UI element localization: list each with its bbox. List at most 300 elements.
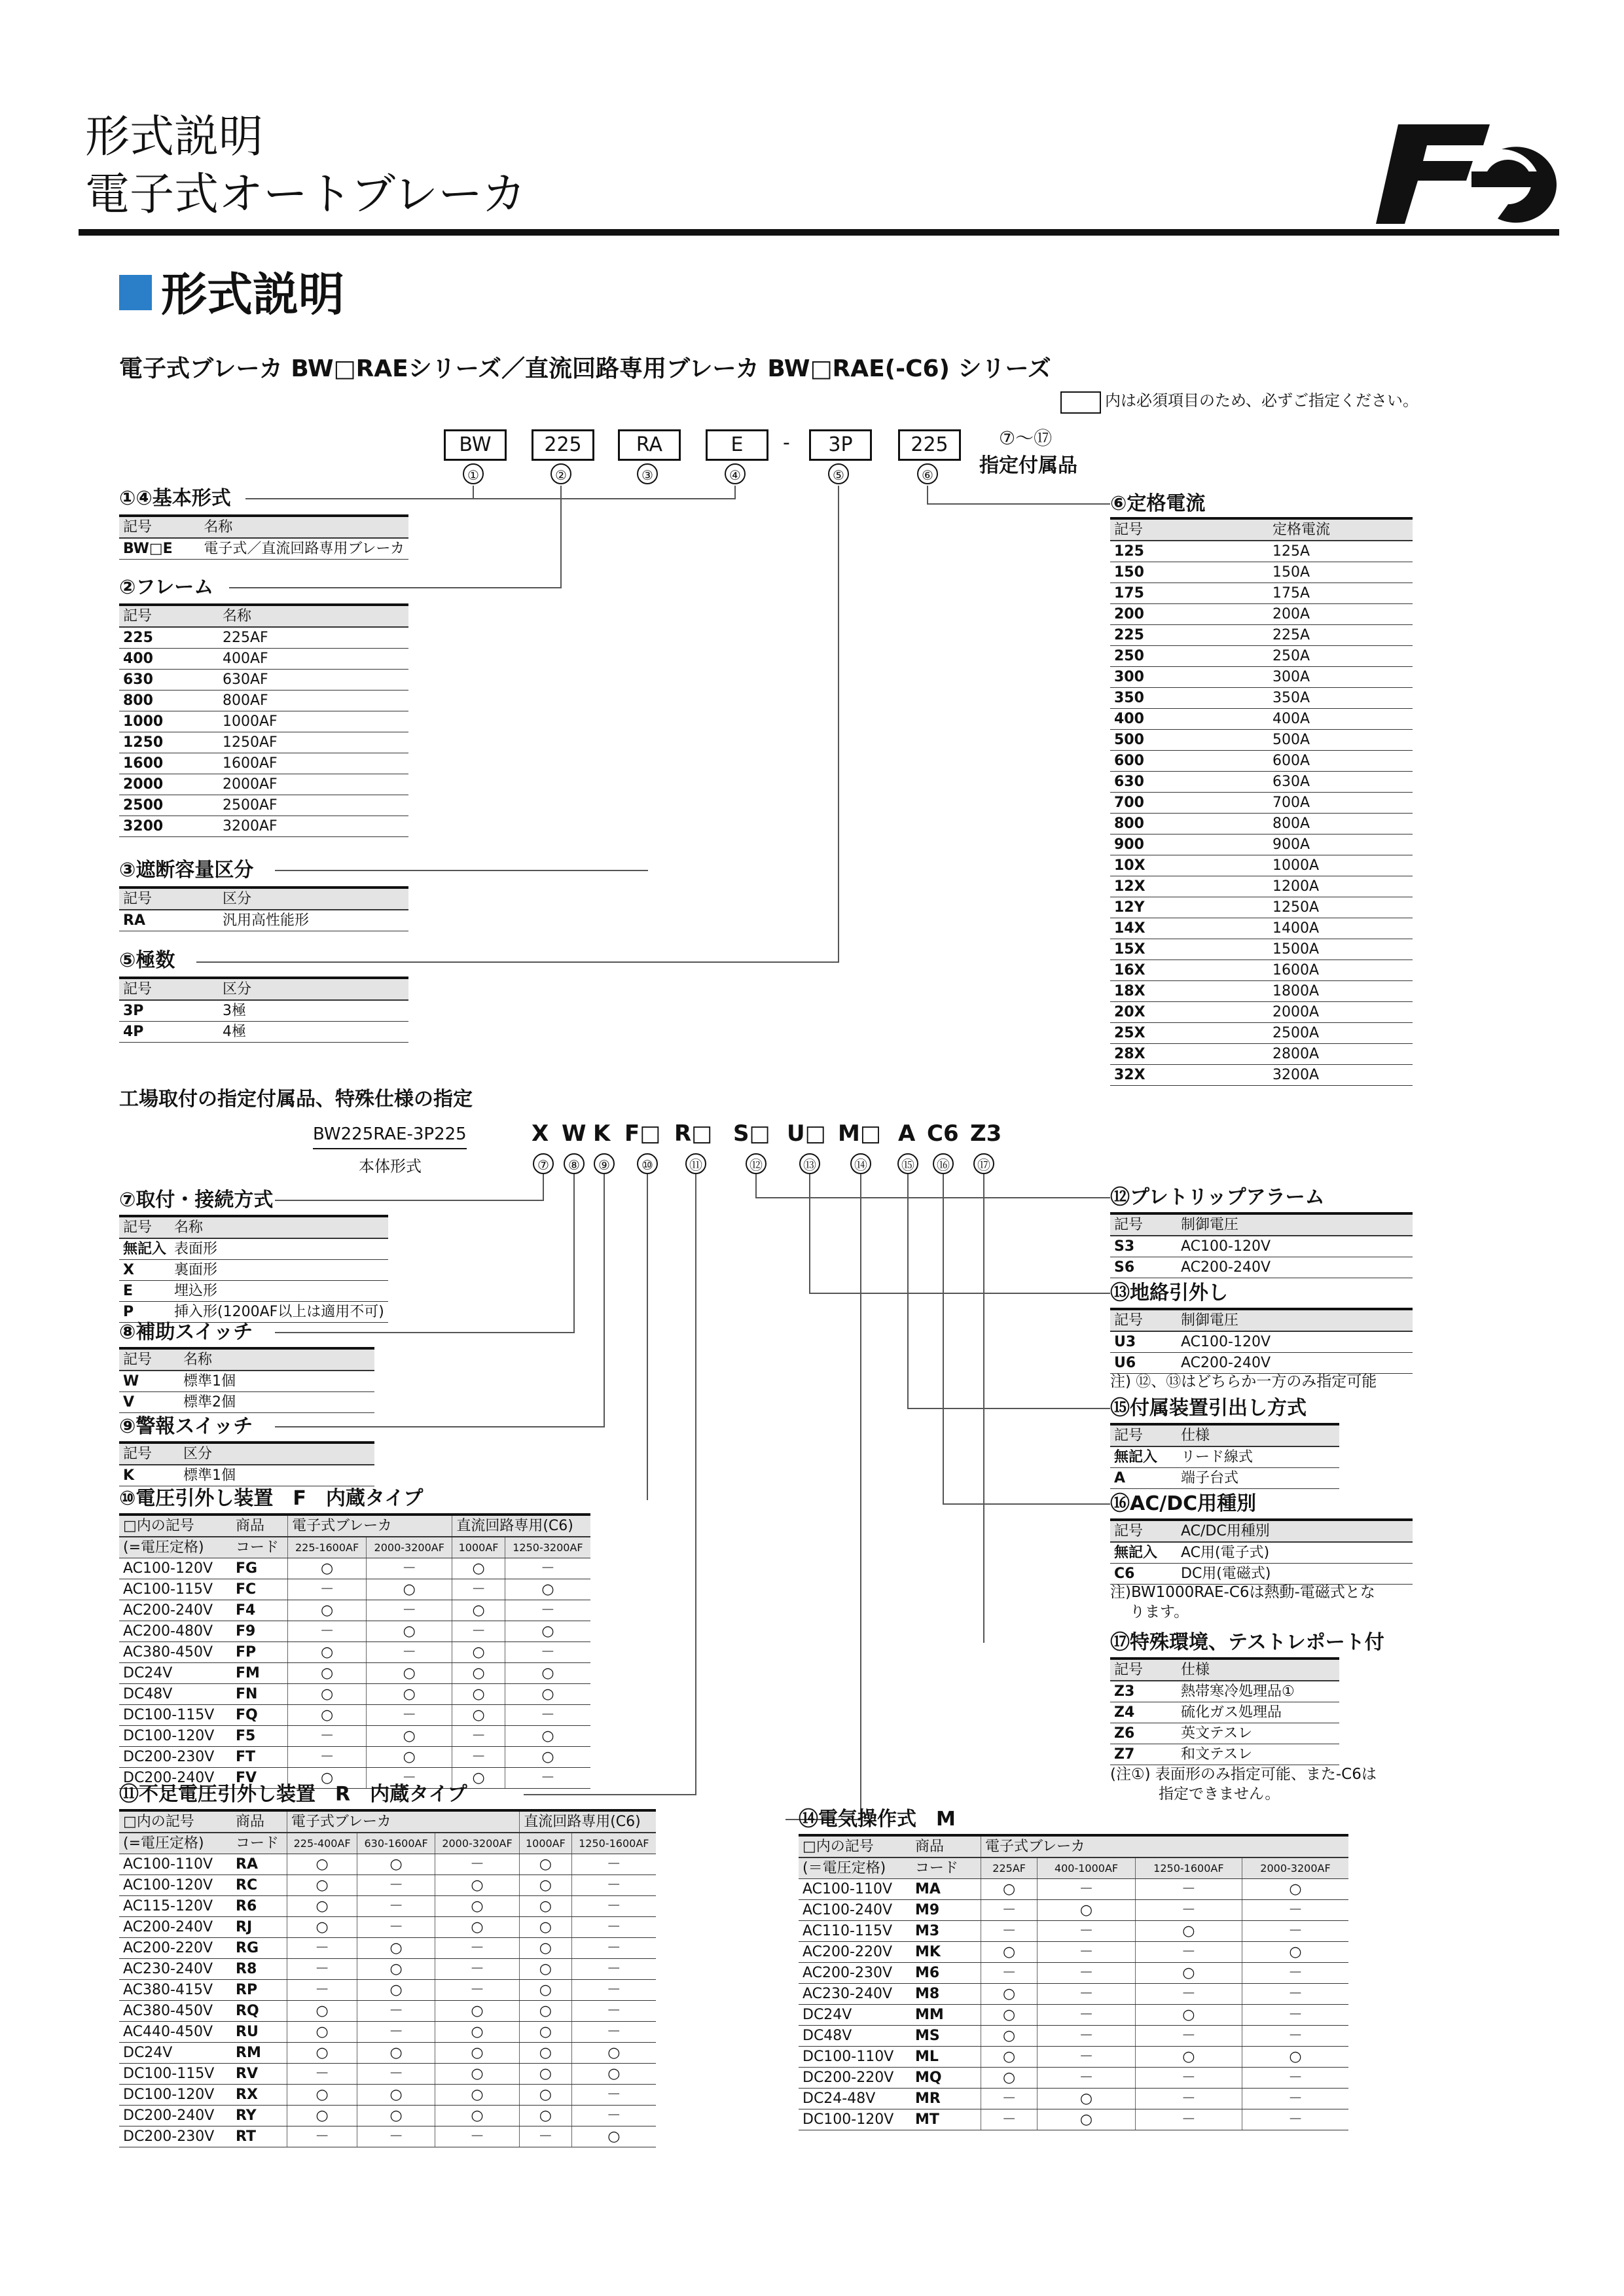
row-value: － <box>505 1705 590 1726</box>
table-row <box>1110 1542 1413 1564</box>
opt-code-m: M□ <box>838 1121 881 1147</box>
alarm-switch-table: 記号 区分 K 標準1個 <box>119 1441 374 1486</box>
row-value: ○ <box>505 1726 590 1747</box>
row-value: 700A <box>1269 793 1413 814</box>
pretrip-table: 記号 制御電圧 S3 AC100-120V S6 AC200-240V <box>1110 1212 1413 1278</box>
row-label: DC48V <box>119 1684 232 1705</box>
pretrip-title: ⑫プレトリップアラーム <box>1110 1186 1325 1209</box>
row-value: － <box>452 1726 505 1747</box>
row-label: 1250 <box>119 732 219 753</box>
row-value: 225A <box>1269 625 1413 646</box>
row-value: ○ <box>357 2106 435 2126</box>
row-label: Z6 <box>1110 1723 1177 1744</box>
row-label: 800 <box>1110 814 1269 834</box>
row-label: Z7 <box>1110 1744 1177 1765</box>
ground-fault-title: ⑬地絡引外し <box>1110 1282 1228 1304</box>
rated-current-table: 記号 定格電流 125 125A 150 150A 175 175A 200 200A 225 225A 250 250A 300 300A 350 350A 400 400A 500 500A 600 600A 630 630A 700 700A 800 800A 900 900A 10X 1000A 12X 1200A 12Y 1250A 14X 1400A 15X 1500A 16X 1600A 18X 1800A 20X 2000A 25X 2500A 28X 2800A 32X 3200A <box>1110 517 1413 1086</box>
row-code: RQ <box>232 2001 287 2022</box>
frame-title: ②フレーム <box>119 576 214 599</box>
table-row <box>1110 960 1413 981</box>
opt-code-z3: Z3 <box>970 1121 1002 1147</box>
row-label: 700 <box>1110 793 1269 814</box>
row-code: FC <box>232 1579 288 1600</box>
row-label: 500 <box>1110 730 1269 751</box>
mounting-table: 記号 名称 無記入 表面形 X 裏面形 E 埋込形 P 挿入形(1200AF以上は適用不可) <box>119 1215 388 1323</box>
row-value: ○ <box>287 1896 357 1917</box>
row-value: － <box>1135 2026 1242 2047</box>
row-value: － <box>571 2001 656 2022</box>
row-label: AC100-115V <box>119 1579 232 1600</box>
row-label: 300 <box>1110 667 1269 688</box>
row-value: ○ <box>1135 1921 1242 1942</box>
code-box-rated: 225 <box>898 429 961 461</box>
body-model: BW225RAE-3P225 <box>313 1123 467 1149</box>
row-value: 熱帯寒冷処理品① <box>1177 1681 1339 1702</box>
row-value: － <box>1135 1942 1242 1963</box>
row-code: MM <box>911 2005 981 2026</box>
row-value: 2000AF <box>219 774 408 795</box>
row-label: DC200-230V <box>119 1747 232 1768</box>
row-value: ○ <box>520 2043 571 2064</box>
row-label: 2000 <box>119 774 219 795</box>
row-value: 標準1個 <box>179 1465 374 1486</box>
row-label: 28X <box>1110 1044 1269 1065</box>
row-label: 125 <box>1110 541 1269 562</box>
table-row <box>1110 541 1413 562</box>
row-value: 1250AF <box>219 732 408 753</box>
num-1: ① <box>463 463 484 484</box>
table-row <box>119 1000 408 1022</box>
table-row <box>1110 1331 1413 1353</box>
row-value: 1800A <box>1269 981 1413 1002</box>
row-value: ○ <box>981 1942 1037 1963</box>
row-code: F9 <box>232 1621 288 1642</box>
row-value: － <box>287 1938 357 1959</box>
row-value: 1600A <box>1269 960 1413 981</box>
row-value: ○ <box>505 1663 590 1684</box>
row-value: 和文テスレ <box>1177 1744 1339 1765</box>
row-value: ○ <box>1135 1963 1242 1984</box>
row-value: － <box>571 1875 656 1896</box>
required-note: 内は必須項目のため、必ずご指定ください。 <box>1105 391 1419 410</box>
row-value: ○ <box>1038 1900 1135 1921</box>
row-code: RA <box>232 1854 287 1875</box>
basic-type-table <box>119 514 408 560</box>
row-value: － <box>981 1921 1037 1942</box>
row-label: AC200-240V <box>119 1917 232 1938</box>
row-value: 汎用高性能形 <box>219 910 408 931</box>
row-value: ○ <box>452 1705 505 1726</box>
special-env-note-1: (注①) 表面形のみ指定可能、また-C6は <box>1110 1766 1377 1783</box>
row-value: ○ <box>367 1621 452 1642</box>
row-value: － <box>1038 1879 1135 1900</box>
row-value: － <box>435 1854 519 1875</box>
table-row <box>1110 1002 1413 1023</box>
row-value: ○ <box>571 2043 656 2064</box>
table-row <box>119 1875 656 1896</box>
row-value: ○ <box>981 1879 1037 1900</box>
row-value: ○ <box>435 2043 519 2064</box>
row-value: － <box>571 1896 656 1917</box>
table-row <box>1110 1257 1413 1278</box>
table-row <box>1110 730 1413 751</box>
row-label: 15X <box>1110 939 1269 960</box>
row-value: － <box>571 2022 656 2043</box>
row-value: ○ <box>435 1917 519 1938</box>
row-label: AC380-450V <box>119 1642 232 1663</box>
table-row <box>119 1371 374 1392</box>
row-label: 2500 <box>119 795 219 816</box>
row-label: 3200 <box>119 816 219 837</box>
row-value: － <box>1038 2068 1135 2089</box>
row-label: 無記入 <box>1110 1542 1177 1564</box>
row-label: AC200-240V <box>119 1600 232 1621</box>
row-value: － <box>1242 1921 1348 1942</box>
table-row <box>119 1705 590 1726</box>
table-row <box>119 1980 656 2001</box>
row-value: ○ <box>357 2085 435 2106</box>
table-row <box>119 753 408 774</box>
special-env-note-2: 指定できません。 <box>1159 1785 1280 1803</box>
row-label: U6 <box>1110 1353 1177 1374</box>
special-env-table: 記号 仕様 Z3 熱帯寒冷処理品① Z4 硫化ガス処理品 Z6 英文テスレ Z7 和文テスレ <box>1110 1657 1339 1765</box>
opt-code-a: A <box>898 1121 916 1147</box>
table-row <box>119 910 408 931</box>
row-value: ○ <box>520 1959 571 1980</box>
row-code: MS <box>911 2026 981 2047</box>
row-value: 175A <box>1269 583 1413 604</box>
body-model-label: 本体形式 <box>359 1157 422 1175</box>
row-value: ○ <box>520 2106 571 2126</box>
table-row <box>799 2089 1348 2109</box>
table-row <box>119 2001 656 2022</box>
row-value: － <box>367 1642 452 1663</box>
row-value: 裏面形 <box>170 1260 388 1281</box>
table-row: BW□E 電子式／直流回路専用ブレーカ <box>119 538 408 560</box>
num-4: ④ <box>725 463 746 484</box>
row-code: FP <box>232 1642 288 1663</box>
row-value: ○ <box>288 1684 367 1705</box>
row-label: DC48V <box>799 2026 911 2047</box>
row-value: － <box>1135 1900 1242 1921</box>
lead-method-table: 記号 仕様 無記入 リード線式 A 端子台式 <box>1110 1423 1339 1489</box>
row-label: S6 <box>1110 1257 1177 1278</box>
table-row <box>119 1642 590 1663</box>
col-name: 名称 <box>200 516 408 538</box>
table-row <box>1110 751 1413 772</box>
table-row <box>119 774 408 795</box>
row-value: ○ <box>1242 1942 1348 1963</box>
mounting-title: ⑦取付・接続方式 <box>119 1189 274 1211</box>
row-value: 800A <box>1269 814 1413 834</box>
row-value: － <box>571 1938 656 1959</box>
num-5: ⑤ <box>828 463 849 484</box>
row-value: 2500AF <box>219 795 408 816</box>
row-label: 14X <box>1110 918 1269 939</box>
row-value: － <box>435 1938 519 1959</box>
row-value: ○ <box>520 2022 571 2043</box>
row-code: FM <box>232 1663 288 1684</box>
row-value: AC200-240V <box>1177 1353 1413 1374</box>
row-value: － <box>1038 1984 1135 2005</box>
row-value: － <box>571 1854 656 1875</box>
opt-code-w: W <box>562 1121 586 1147</box>
row-value: － <box>287 1980 357 2001</box>
row-value: 500A <box>1269 730 1413 751</box>
poles-table: 記号 区分 3P 3極 4P 4極 <box>119 977 408 1043</box>
row-code: RC <box>232 1875 287 1896</box>
num-2: ② <box>550 463 571 484</box>
row-value: ○ <box>571 2064 656 2085</box>
row-value: ○ <box>520 2085 571 2106</box>
row-value: ○ <box>1038 2089 1135 2109</box>
table-row <box>799 2109 1348 2130</box>
table-row <box>119 1959 656 1980</box>
row-label: AC200-220V <box>799 1942 911 1963</box>
row-value: ○ <box>981 1984 1037 2005</box>
table-row <box>119 1260 388 1281</box>
row-value: ○ <box>520 1875 571 1896</box>
table-row <box>1110 1681 1339 1702</box>
undervoltage-title: ⑪不足電圧引外し装置 R 内蔵タイプ <box>119 1783 467 1806</box>
row-value: リード線式 <box>1177 1446 1339 1468</box>
table-row <box>119 2022 656 2043</box>
table-row <box>119 649 408 670</box>
row-value: ○ <box>367 1726 452 1747</box>
row-code: M3 <box>911 1921 981 1942</box>
row-value: ○ <box>287 2106 357 2126</box>
row-value: ○ <box>452 1558 505 1579</box>
row-code: MQ <box>911 2068 981 2089</box>
row-label: AC380-450V <box>119 2001 232 2022</box>
row-label: DC24-48V <box>799 2089 911 2109</box>
code-box-frame: 225 <box>532 429 594 461</box>
table-row <box>1110 688 1413 709</box>
row-value: 300A <box>1269 667 1413 688</box>
row-code: F4 <box>232 1600 288 1621</box>
row-value: － <box>1242 2005 1348 2026</box>
row-code: RM <box>232 2043 287 2064</box>
table-row <box>119 711 408 732</box>
row-label: DC24V <box>119 2043 232 2064</box>
factory-title: 工場取付の指定付属品、特殊仕様の指定 <box>119 1088 473 1111</box>
row-value: 1400A <box>1269 918 1413 939</box>
row-value: DC用(電磁式) <box>1177 1564 1413 1585</box>
opt-code-k: K <box>593 1121 611 1147</box>
table-row <box>119 2106 656 2126</box>
row-label: 225 <box>119 627 219 649</box>
table-row <box>1110 709 1413 730</box>
row-label: K <box>119 1465 179 1486</box>
table-row <box>799 1963 1348 1984</box>
row-label: E <box>119 1281 170 1302</box>
opt-code-x: X <box>532 1121 549 1147</box>
row-value: 2500A <box>1269 1023 1413 1044</box>
row-value: － <box>1242 1900 1348 1921</box>
table-row <box>119 1684 590 1705</box>
table-row <box>119 816 408 837</box>
row-label: AC100-110V <box>799 1879 911 1900</box>
row-value: － <box>1242 2026 1348 2047</box>
table-row <box>799 1921 1348 1942</box>
row-value: 400A <box>1269 709 1413 730</box>
row-label: 10X <box>1110 855 1269 876</box>
row-value: － <box>1135 2068 1242 2089</box>
row-code: RV <box>232 2064 287 2085</box>
row-label: AC100-120V <box>119 1558 232 1579</box>
table-row <box>119 732 408 753</box>
row-value: － <box>1135 1984 1242 2005</box>
row-value: ○ <box>435 2064 519 2085</box>
doc-title-line1: 形式説明 <box>85 111 264 163</box>
row-value: ○ <box>505 1579 590 1600</box>
row-value: AC200-240V <box>1177 1257 1413 1278</box>
num-3: ③ <box>637 463 658 484</box>
row-label: 600 <box>1110 751 1269 772</box>
row-label: U3 <box>1110 1331 1177 1353</box>
row-value: － <box>435 1980 519 2001</box>
table-row <box>1110 1723 1339 1744</box>
row-value: － <box>1242 1984 1348 2005</box>
row-value: 英文テスレ <box>1177 1723 1339 1744</box>
row-value: － <box>288 1621 367 1642</box>
row-label: AC100-240V <box>799 1900 911 1921</box>
opt-num-11: ⑪ <box>685 1153 706 1174</box>
row-value: － <box>287 1959 357 1980</box>
row-value: ○ <box>1038 2109 1135 2130</box>
shunt-trip-title: ⑩電圧引外し装置 F 内蔵タイプ <box>119 1487 424 1510</box>
row-value: 3200AF <box>219 816 408 837</box>
row-value: － <box>1242 2089 1348 2109</box>
row-code: R6 <box>232 1896 287 1917</box>
row-value: 硫化ガス処理品 <box>1177 1702 1339 1723</box>
row-value: － <box>367 1600 452 1621</box>
section-title: 形式説明 <box>161 268 344 321</box>
table-row <box>1110 604 1413 625</box>
row-code: RT <box>232 2126 287 2147</box>
row-label: AC115-120V <box>119 1896 232 1917</box>
row-label: DC24V <box>799 2005 911 2026</box>
row-value: 2800A <box>1269 1044 1413 1065</box>
table-row <box>119 670 408 691</box>
row-value: － <box>452 1747 505 1768</box>
table-row <box>1110 562 1413 583</box>
row-value: ○ <box>287 1854 357 1875</box>
row-value: ○ <box>520 1917 571 1938</box>
row-value: AC100-120V <box>1177 1331 1413 1353</box>
rated-current-title: ⑥定格電流 <box>1110 492 1206 515</box>
row-value: － <box>357 2001 435 2022</box>
opt-num-12: ⑫ <box>746 1153 767 1174</box>
row-code: FN <box>232 1684 288 1705</box>
row-value: 630AF <box>219 670 408 691</box>
table-row <box>799 1984 1348 2005</box>
table-row <box>1110 1564 1413 1585</box>
row-value: － <box>981 1900 1037 1921</box>
opt-num-13: ⑬ <box>799 1153 820 1174</box>
table-row <box>119 1238 388 1260</box>
series-subtitle: 電子式ブレーカ BW□RAEシリーズ／直流回路専用ブレーカ BW□RAE(-C6) シリーズ <box>119 355 1051 382</box>
table-row <box>1110 1468 1339 1489</box>
row-value: ○ <box>452 1684 505 1705</box>
table-row <box>119 1621 590 1642</box>
row-value: － <box>981 2089 1037 2109</box>
acdc-title: ⑯AC/DC用種別 <box>1110 1492 1257 1515</box>
row-value: ○ <box>435 1875 519 1896</box>
table-row <box>119 1022 408 1043</box>
row-value: 埋込形 <box>170 1281 388 1302</box>
row-value: － <box>981 2109 1037 2130</box>
table-row <box>119 1726 590 1747</box>
row-value: 1600AF <box>219 753 408 774</box>
row-value: ○ <box>435 2106 519 2126</box>
table-row <box>119 1465 374 1486</box>
table-row <box>799 2005 1348 2026</box>
poles-title: ⑤極数 <box>119 949 175 972</box>
row-value: ○ <box>520 1980 571 2001</box>
table-row <box>119 2085 656 2106</box>
table-row <box>799 2026 1348 2047</box>
row-value: － <box>357 2064 435 2085</box>
row-label: W <box>119 1371 179 1392</box>
opt-code-s: S□ <box>733 1121 770 1147</box>
acdc-note-2: ります。 <box>1130 1604 1189 1621</box>
row-label: A <box>1110 1468 1177 1489</box>
aux-switch-title: ⑧補助スイッチ <box>119 1321 253 1344</box>
row-value: － <box>520 2126 571 2147</box>
row-code: M6 <box>911 1963 981 1984</box>
row-value: － <box>367 1705 452 1726</box>
row-label: 25X <box>1110 1023 1269 1044</box>
row-value: ○ <box>520 2001 571 2022</box>
table-row <box>799 2047 1348 2068</box>
row-value: － <box>571 2106 656 2126</box>
table-row <box>1110 1023 1413 1044</box>
row-value: － <box>287 2126 357 2147</box>
acdc-table: 記号 AC/DC用種別 無記入 AC用(電子式) C6 DC用(電磁式) <box>1110 1518 1413 1585</box>
row-label: 1000 <box>119 711 219 732</box>
row-label: DC100-110V <box>799 2047 911 2068</box>
table-row <box>119 795 408 816</box>
table-row <box>1110 939 1413 960</box>
row-code: FG <box>232 1558 288 1579</box>
row-label: P <box>119 1302 170 1323</box>
row-value: ○ <box>505 1621 590 1642</box>
row-label: 32X <box>1110 1065 1269 1086</box>
table-row <box>1110 1353 1413 1374</box>
row-code: RU <box>232 2022 287 2043</box>
row-code: RJ <box>232 1917 287 1938</box>
row-value: － <box>505 1600 590 1621</box>
row-label: AC100-120V <box>119 1875 232 1896</box>
row-value: ○ <box>367 1747 452 1768</box>
row-value: － <box>357 1875 435 1896</box>
row-value: 1200A <box>1269 876 1413 897</box>
opt-code-u: U□ <box>787 1121 826 1147</box>
row-value: ○ <box>435 2022 519 2043</box>
row-value: ○ <box>1135 2005 1242 2026</box>
row-value: － <box>288 1726 367 1747</box>
table-row <box>799 2068 1348 2089</box>
row-value: ○ <box>357 1938 435 1959</box>
row-value: ○ <box>357 1854 435 1875</box>
table-row <box>119 1600 590 1621</box>
aux-switch-table: 記号 名称 W 標準1個 V 標準2個 <box>119 1347 374 1413</box>
motor-operator-table: □内の記号 商品 電子式ブレーカ (＝電圧定格) コード 225AF 400-1000AF 1250-1600AF 2000-3200AF AC100-110V MA ○ － － ○ AC100-240V M9 － ○ － － AC110-115V M3 － － ○ － AC200-220V MK ○ － － ○ AC200-230V M6 － － ○ － AC230-240V M8 ○ － － － DC24V MM ○ － ○ － DC48V MS ○ － － － DC100-110V ML ○ － ○ ○ DC200-220V MQ ○ － － － DC24-48V MR － ○ － － DC100-120V MT － ○ － － <box>799 1834 1348 2130</box>
row-label: DC200-230V <box>119 2126 232 2147</box>
row-value: ○ <box>452 1642 505 1663</box>
table-row <box>1110 1236 1413 1257</box>
